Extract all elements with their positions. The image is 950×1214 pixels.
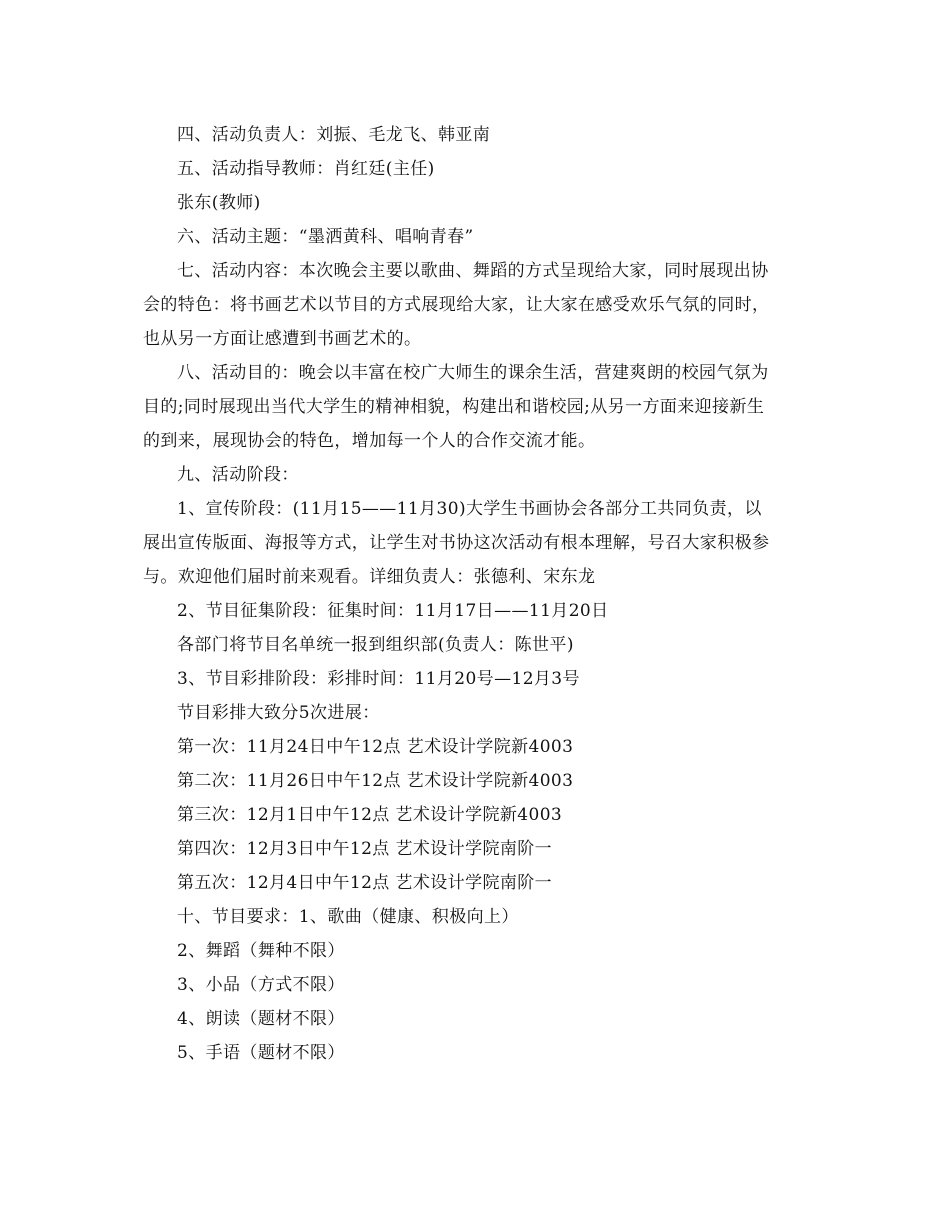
- requirement-item: 5、手语（题材不限）: [177, 1043, 345, 1063]
- stage-two-collection: 2、节目征集阶段：征集时间：11月17日——11月20日: [177, 601, 609, 621]
- paragraph-line: 会的特色：将书画艺术以节目的方式展现给大家，让大家在感受欢乐气氛的同时，: [143, 295, 770, 315]
- paragraph-line: 与。欢迎他们届时前来观看。详细负责人：张德利、宋东龙: [143, 567, 596, 587]
- section-four-leaders: 四、活动负责人：刘振、毛龙飞、韩亚南: [177, 125, 491, 145]
- paragraph-line: 1、宣传阶段：(11月15——11月30)大学生书画协会各部分工共同负责，以: [177, 499, 762, 519]
- section-nine-stages: 九、活动阶段：: [177, 465, 299, 485]
- paragraph-line: 目的;同时展现出当代大学生的精神相貌，构建出和谐校园;从另一方面来迎接新生: [143, 397, 765, 417]
- rehearsal-item: 第五次：12月4日中午12点 艺术设计学院南阶一: [177, 873, 553, 893]
- rehearsal-item: 第二次：11月26日中午12点 艺术设计学院新4003: [177, 771, 574, 791]
- stage-three-rehearsal: 3、节目彩排阶段：彩排时间：11月20号—12月3号: [177, 669, 580, 689]
- section-five-advisor: 五、活动指导教师：肖红廷(主任): [177, 159, 435, 179]
- section-seven-content: [143, 254, 811, 356]
- section-ten-requirements: 十、节目要求：1、歌曲（健康、积极向上）: [177, 907, 519, 927]
- stage-one-promotion: [143, 492, 811, 594]
- rehearsal-item: 第三次：12月1日中午12点 艺术设计学院新4003: [177, 805, 563, 825]
- rehearsal-summary: 节目彩排大致分5次进展：: [177, 703, 380, 723]
- document-body: [143, 118, 811, 1070]
- rehearsal-item: 第一次：11月24日中午12点 艺术设计学院新4003: [177, 737, 574, 757]
- requirement-item: 3、小品（方式不限）: [177, 975, 345, 995]
- paragraph-line: 的到来，展现协会的特色，增加每一个人的合作交流才能。: [143, 431, 596, 451]
- section-eight-purpose: [143, 356, 811, 458]
- requirement-item: 4、朗读（题材不限）: [177, 1009, 345, 1029]
- paragraph-line: 七、活动内容：本次晚会主要以歌曲、舞蹈的方式呈现给大家，同时展现出协: [177, 261, 769, 281]
- paragraph-line: 八、活动目的：晚会以丰富在校广大师生的课余生活，营建爽朗的校园气氛为: [177, 363, 769, 383]
- section-six-theme: 六、活动主题：“墨洒黄科、唱响青春”: [177, 227, 474, 247]
- rehearsal-item: 第四次：12月3日中午12点 艺术设计学院南阶一: [177, 839, 553, 859]
- requirement-item: 2、舞蹈（舞种不限）: [177, 941, 345, 961]
- paragraph-line: 也从另一方面让感遭到书画艺术的。: [143, 329, 422, 349]
- stage-two-note: 各部门将节目名单统一报到组织部(负责人：陈世平): [177, 635, 574, 655]
- advisor-second: 张东(教师): [177, 193, 261, 213]
- paragraph-line: 展出宣传版面、海报等方式，让学生对书协这次活动有根本理解，号召大家积极参: [143, 533, 770, 553]
